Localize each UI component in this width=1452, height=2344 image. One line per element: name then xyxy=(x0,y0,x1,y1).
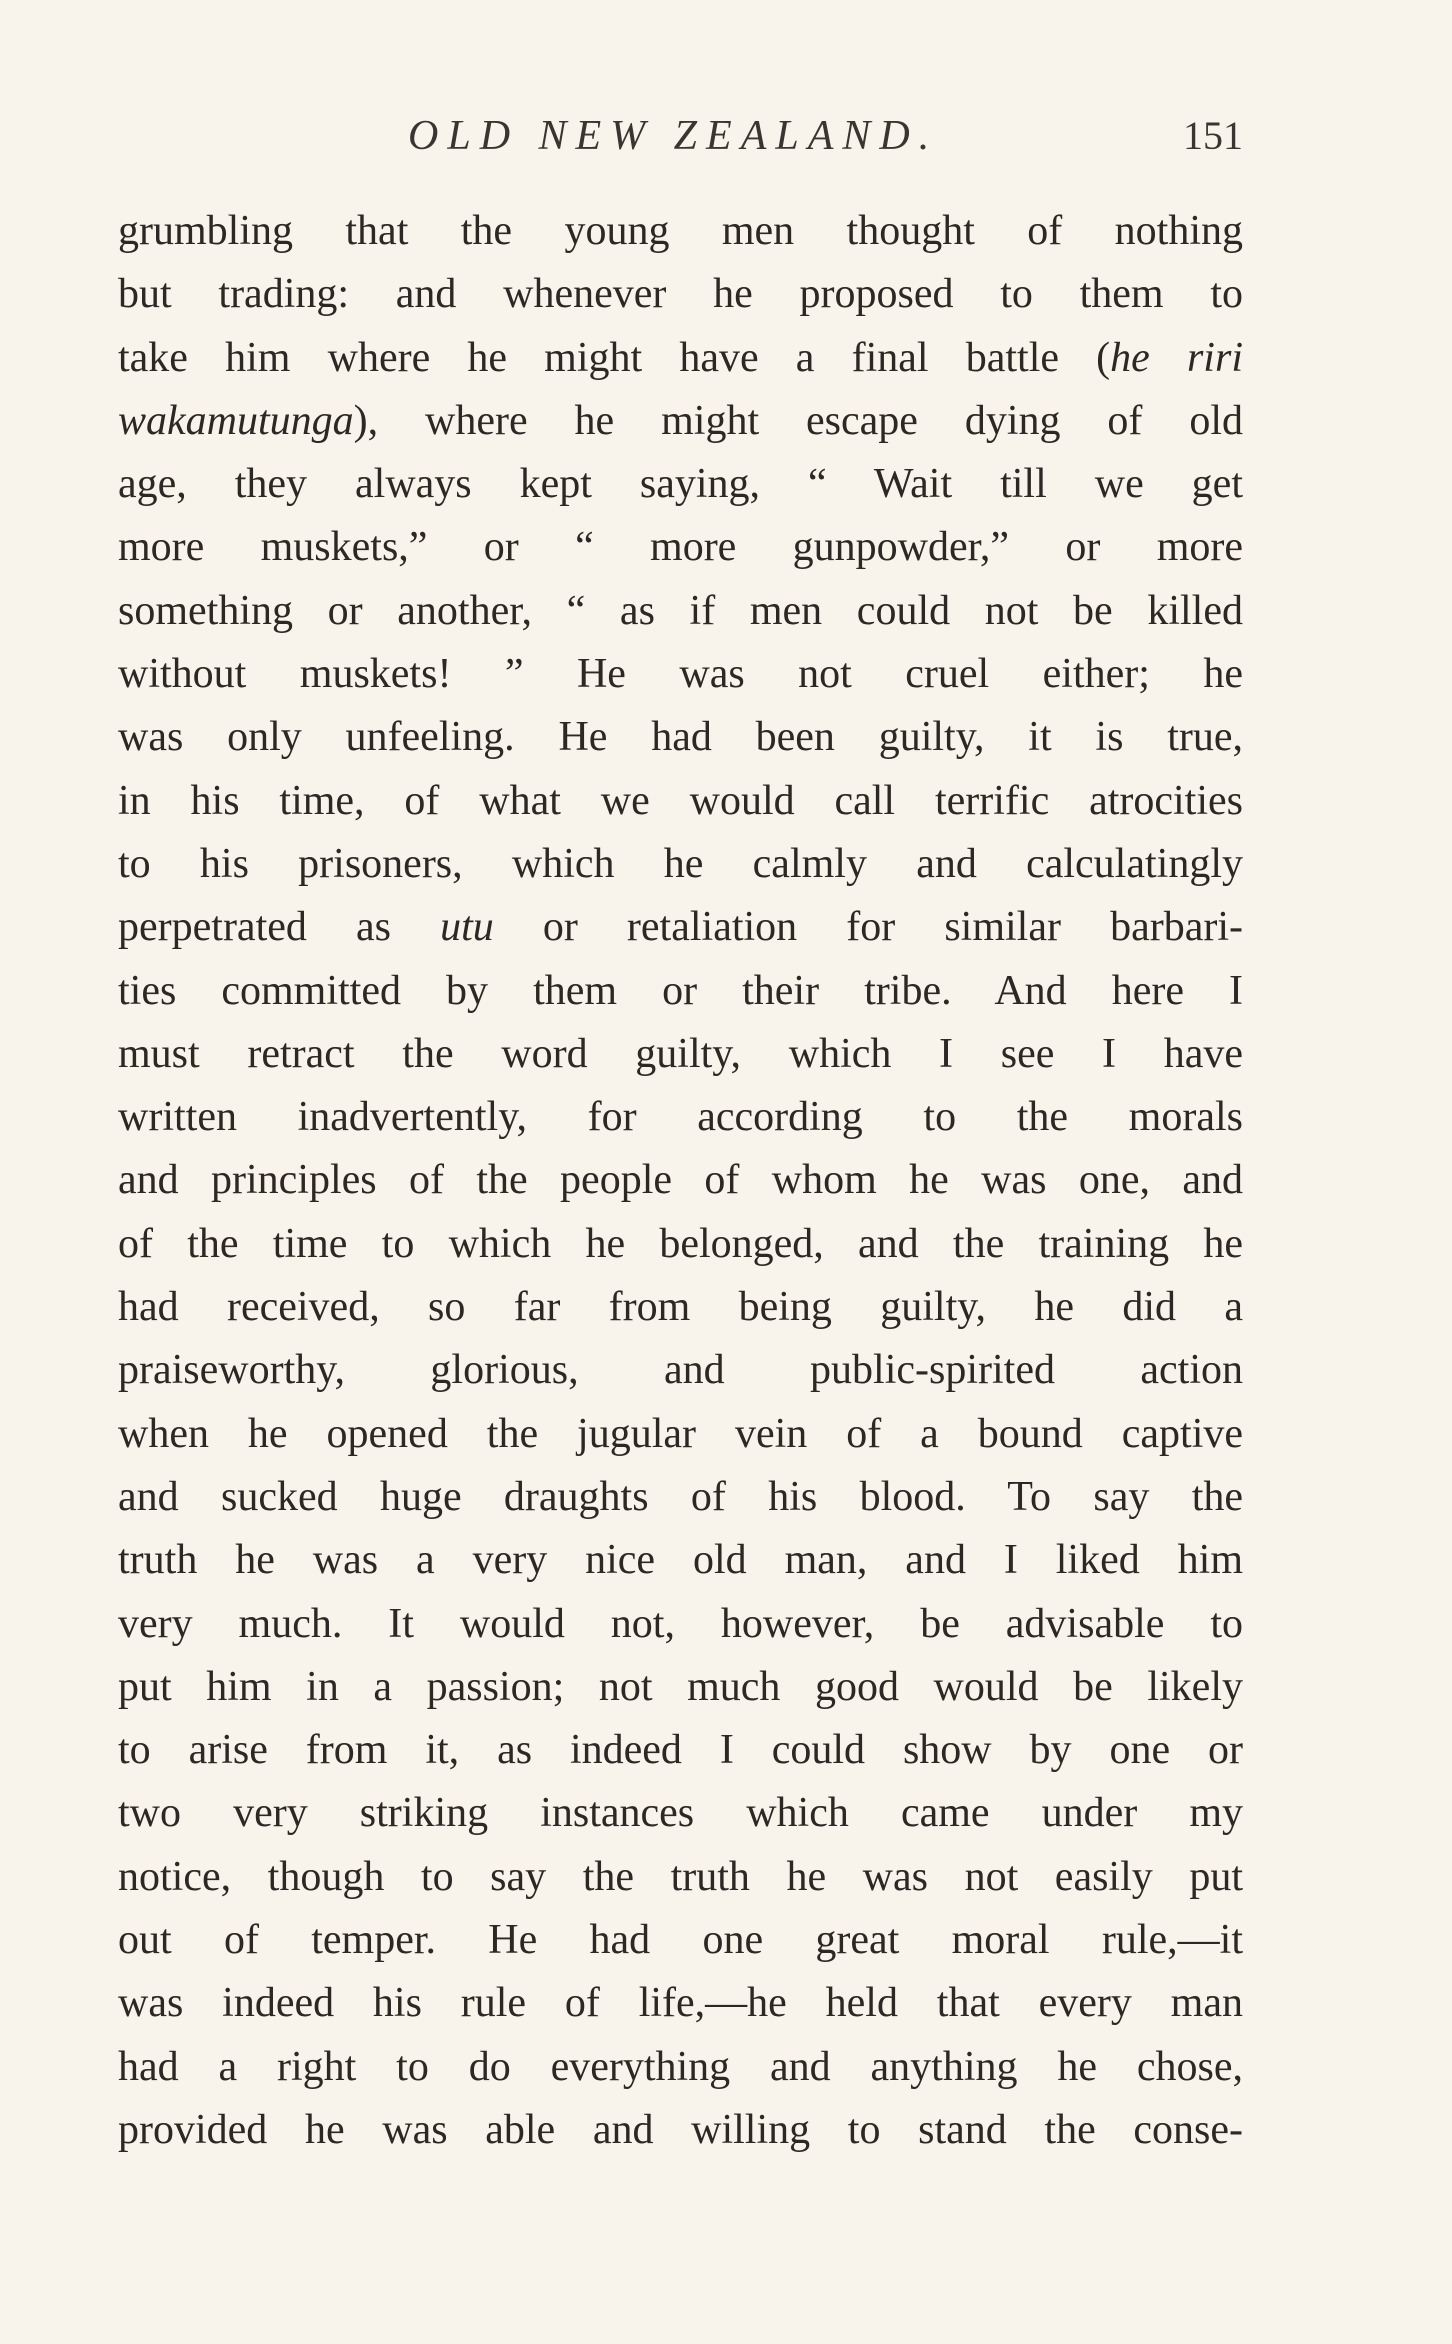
text-line: of the time to which he belonged, and the training he xyxy=(118,1220,1243,1267)
text-line: more muskets,” or “ more gunpowder,” or more xyxy=(118,524,1243,571)
text-line: when he opened the jugular vein of a bound captive xyxy=(118,1410,1243,1457)
text-line: in his time, of what we would call terrific atrocities xyxy=(118,777,1243,824)
text-line: put him in a passion; not much good would be likely xyxy=(118,1663,1243,1710)
text-line: must retract the word guilty, which I see I have xyxy=(118,1030,1243,1077)
italic-phrase: he riri xyxy=(1110,334,1243,381)
text-line: very much. It would not, however, be advisable to xyxy=(118,1600,1243,1647)
text-line: perpetrated as utu or retaliation for similar barbari- xyxy=(118,904,1243,951)
body-text xyxy=(118,200,1243,2162)
running-head xyxy=(118,112,1243,172)
text-line: but trading: and whenever he proposed to them to xyxy=(118,271,1243,318)
text-line: was only unfeeling. He had been guilty, it is true, xyxy=(118,714,1243,761)
text-line: provided he was able and willing to stand the conse- xyxy=(118,2106,1243,2153)
text-line: and principles of the people of whom he was one, and xyxy=(118,1157,1243,1204)
page-number: 151 xyxy=(1183,113,1243,158)
text-line: and sucked huge draughts of his blood. To say the xyxy=(118,1473,1243,1520)
text-line: had a right to do everything and anything he chose, xyxy=(118,2043,1243,2090)
text-line: wakamutunga), where he might escape dying of old xyxy=(118,397,1243,444)
text-line: grumbling that the young men thought of nothing xyxy=(118,208,1243,254)
text-line: age, they always kept saying, “ Wait till we get xyxy=(118,461,1243,508)
text-line: something or another, “ as if men could not be killed xyxy=(118,587,1243,634)
text-line: written inadvertently, for according to the morals xyxy=(118,1094,1243,1141)
running-title: OLD NEW ZEALAND. xyxy=(408,113,939,159)
text-line: out of temper. He had one great moral rule,—it xyxy=(118,1917,1243,1964)
text-line: notice, though to say the truth he was not easily put xyxy=(118,1853,1243,1900)
text-line: had received, so far from being guilty, he did a xyxy=(118,1284,1243,1331)
text-line: without muskets! ” He was not cruel either; he xyxy=(118,651,1243,698)
text-line: was indeed his rule of life,—he held that every man xyxy=(118,1980,1243,2027)
italic-phrase: wakamutunga xyxy=(118,397,354,444)
text-line: ties committed by them or their tribe. And here I xyxy=(118,967,1243,1014)
text-line: two very striking instances which came under my xyxy=(118,1790,1243,1837)
text-line: praiseworthy, glorious, and public-spirited action xyxy=(118,1347,1243,1394)
text-line: truth he was a very nice old man, and I liked him xyxy=(118,1537,1243,1584)
italic-phrase: utu xyxy=(440,904,494,951)
text-line: take him where he might have a final battle (he riri xyxy=(118,334,1243,381)
text-line: to his prisoners, which he calmly and calculatingly xyxy=(118,840,1243,887)
text-line: to arise from it, as indeed I could show by one or xyxy=(118,1727,1243,1774)
